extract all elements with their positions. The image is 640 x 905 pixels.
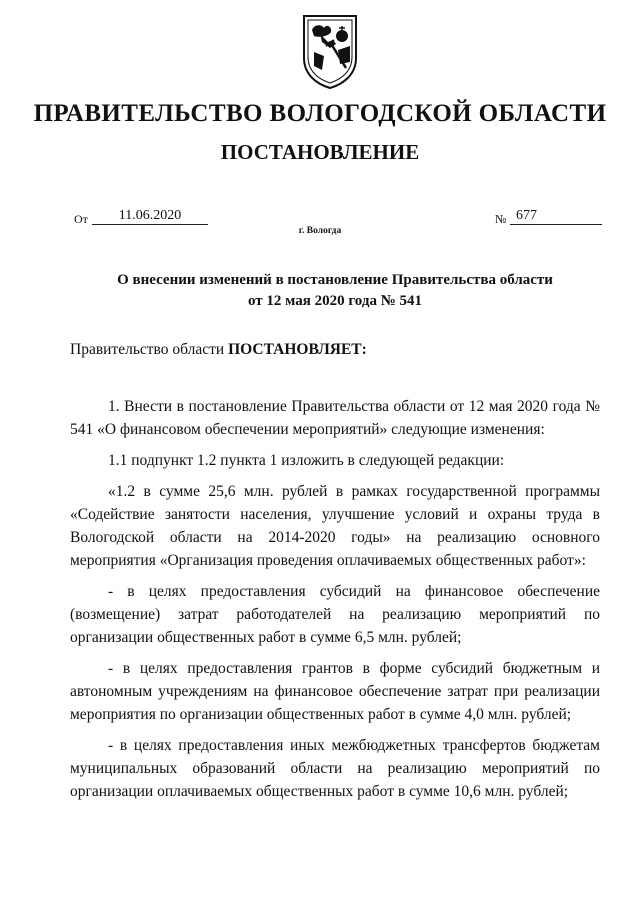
paragraph-2: 1.1 подпункт 1.2 пункта 1 изложить в следующей редакции: bbox=[108, 452, 505, 469]
document-kind-title: ПОСТАНОВЛЕНИЕ bbox=[220, 140, 420, 164]
decree-lead: Правительство области bbox=[70, 341, 225, 358]
document-body bbox=[70, 395, 600, 811]
coat-of-arms-emblem bbox=[300, 12, 360, 90]
government-title: ПРАВИТЕЛЬСТВО ВОЛОГОДСКОЙ ОБЛАСТИ bbox=[33, 100, 607, 127]
subject-line-1: О внесении изменений в постановление Правительства области bbox=[117, 272, 553, 288]
paragraph-5: - в целях предоставления грантов в форме субсидий бюджетным и автономным учреждениям на финансовое обеспечение затрат при реализации мероприятия по организации общественных работ в сумме 4,0 млн. рублей; bbox=[70, 660, 600, 723]
subject-line-2: от 12 мая 2020 года № 541 bbox=[247, 293, 423, 309]
number-label: № bbox=[495, 212, 507, 226]
paragraph-1: 1. Внести в постановление Правительства области от 12 мая 2020 года № 541 «О финансовом обеспечении мероприятий» следующие изменения: bbox=[70, 398, 600, 438]
paragraph-4: - в целях предоставления субсидий на финансовое обеспечение (возмещение) затрат работодателей на реализацию мероприятий по организации общественных работ в сумме 6,5 млн. рублей; bbox=[70, 583, 600, 646]
decree-verb: ПОСТАНОВЛЯЕТ: bbox=[228, 341, 367, 358]
city-label: г. Вологда bbox=[298, 226, 342, 236]
document-subject bbox=[70, 270, 600, 312]
paragraph-6: - в целях предоставления иных межбюджетных трансфертов бюджетам муниципальных образований области на реализацию мероприятий по организации оплачиваемых общественных работ в сумме 10,6 млн. рублей; bbox=[70, 737, 600, 800]
paragraph-3: «1.2 в сумме 25,6 млн. рублей в рамках государственной программы «Содействие занятости населения, улучшение условий и охраны труда в Вологодской области на 2014-2020 годы» на реализацию основного мероприятия «Организация проведения оплачиваемых общественных работ»: bbox=[70, 483, 600, 569]
decree-statement bbox=[70, 341, 367, 359]
document-date: 11.06.2020 bbox=[92, 208, 208, 225]
document-number: 677 bbox=[510, 208, 602, 225]
from-label: От bbox=[74, 212, 88, 226]
